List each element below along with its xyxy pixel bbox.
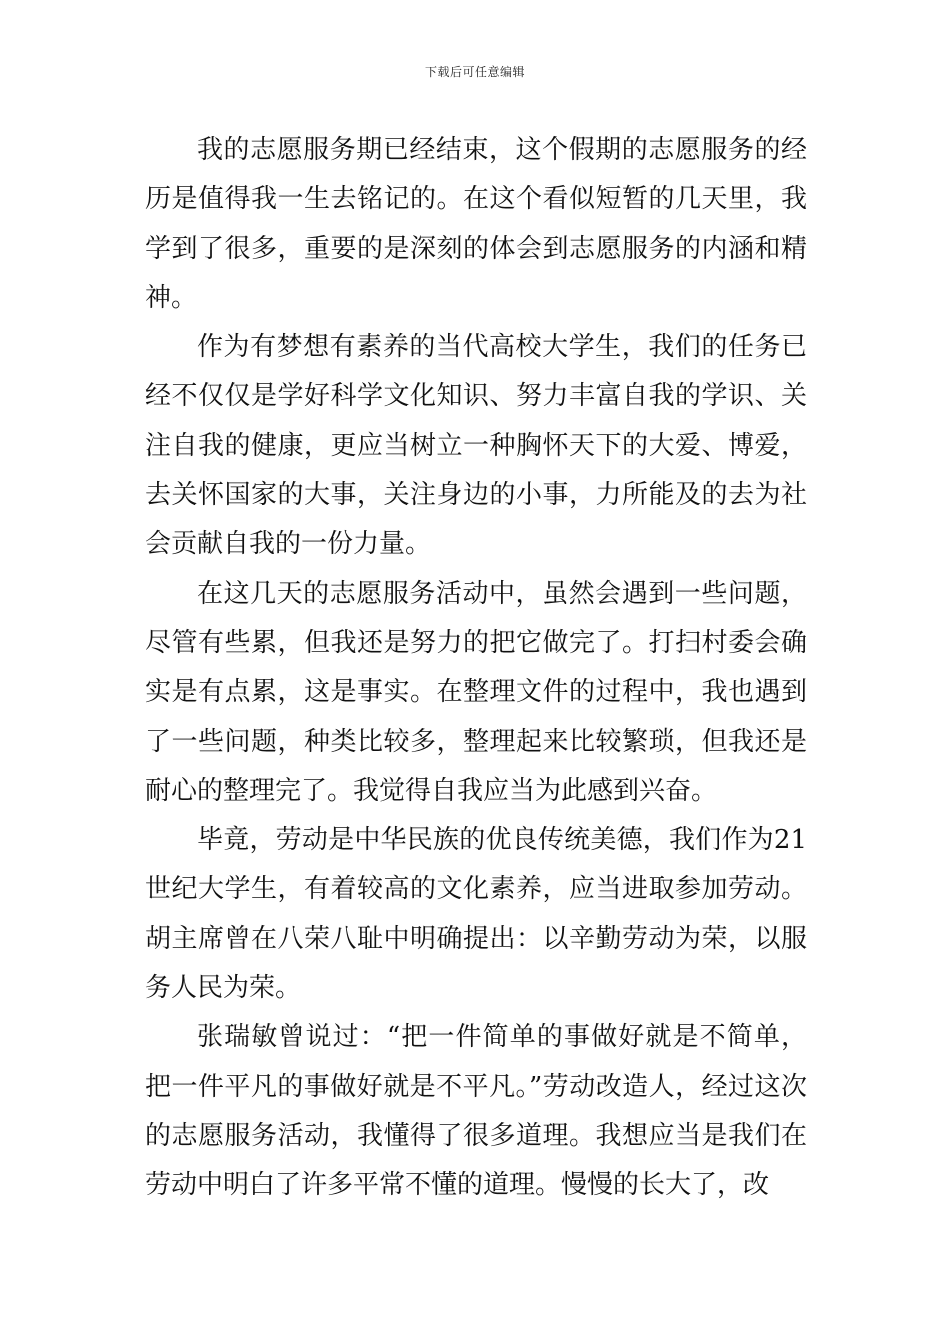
paragraph-4: 毕竟，劳动是中华民族的优良传统美德，我们作为21世纪大学生，有着较高的文化素养，应当进取参加劳动。胡主席曾在八荣八耻中明确提出：以辛勤劳动为荣，以服务人民为荣。 [145, 825, 807, 1004]
document-body [145, 126, 807, 1211]
paragraph-1: 我的志愿服务期已经结束，这个假期的志愿服务的经历是值得我一生去铭记的。在这个看似短暂的几天里，我学到了很多，重要的是深刻的体会到志愿服务的内涵和精神。 [145, 135, 807, 313]
header-note: 下载后可任意编辑 [424, 65, 525, 79]
paragraph-2: 作为有梦想有素养的当代高校大学生，我们的任务已经不仅仅是学好科学文化知识、努力丰富自我的学识、关注自我的健康，更应当树立一种胸怀天下的大爱、博爱，去关怀国家的大事，关注身边的小事，力所能及的去为社会贡献自我的一份力量。 [145, 332, 807, 560]
paragraph-3: 在这几天的志愿服务活动中，虽然会遇到一些问题，尽管有些累，但我还是努力的把它做完了。打扫村委会确实是有点累，这是事实。在整理文件的过程中，我也遇到了一些问题，种类比较多，整理起来比较繁琐，但我还是耐心的整理完了。我觉得自我应当为此感到兴奋。 [145, 578, 807, 806]
paragraph-5: 张瑞敏曾说过：“把一件简单的事做好就是不简单，把一件平凡的事做好就是不平凡。”劳动改造人，经过这次的志愿服务活动，我懂得了很多道理。我想应当是我们在劳动中明白了许多平常不懂的道理。慢慢的长大了，改 [145, 1022, 807, 1201]
